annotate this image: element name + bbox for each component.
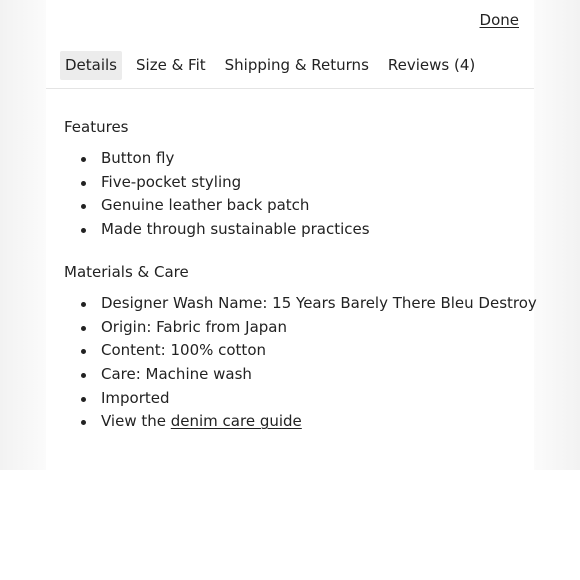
feature-text: Genuine leather back patch xyxy=(101,196,310,215)
details-tab-bar xyxy=(60,51,489,80)
bullet-icon xyxy=(81,397,86,402)
bullet-icon xyxy=(81,181,86,186)
material-text: Care: Machine wash xyxy=(101,365,252,384)
material-text: Origin: Fabric from Japan xyxy=(101,317,287,336)
materials-care-heading: Materials & Care xyxy=(64,263,189,281)
product-details-sheet xyxy=(46,0,537,580)
tab-shipping-and-returns[interactable]: Shipping & Returns xyxy=(224,56,369,74)
feature-text: Five-pocket styling xyxy=(101,172,242,191)
list-item xyxy=(64,316,537,340)
feature-text: Made through sustainable practices xyxy=(101,220,370,239)
bullet-icon xyxy=(81,302,86,307)
material-text: Designer Wash Name: 15 Years Barely There Bleu Destroy xyxy=(101,294,537,312)
material-text: Imported xyxy=(101,388,170,407)
denim-care-guide-link[interactable]: denim care guide xyxy=(170,412,302,431)
bullet-icon xyxy=(81,349,86,354)
tab-size-and-fit[interactable]: Size & Fit xyxy=(136,56,206,74)
material-text: Content: 100% cotton xyxy=(101,341,266,360)
backdrop-shade-right xyxy=(534,0,580,470)
list-item xyxy=(64,292,537,316)
tab-divider xyxy=(46,88,534,89)
list-item xyxy=(64,194,370,218)
list-item xyxy=(64,410,537,434)
done-button[interactable]: Done xyxy=(479,11,519,29)
bullet-icon xyxy=(81,157,86,162)
list-item xyxy=(64,387,537,411)
tab-reviews[interactable]: Reviews (4) xyxy=(387,56,476,74)
backdrop-shade-left xyxy=(0,0,46,470)
bullet-icon xyxy=(81,326,86,331)
list-item xyxy=(64,171,370,195)
bullet-icon xyxy=(81,373,86,378)
list-item xyxy=(64,339,537,363)
features-heading: Features xyxy=(64,118,129,136)
list-item xyxy=(64,363,537,387)
bullet-icon xyxy=(81,420,86,425)
bullet-icon xyxy=(81,228,86,233)
list-item xyxy=(64,218,370,242)
care-guide-prefix: View the xyxy=(101,412,171,431)
bullet-icon xyxy=(81,204,86,209)
list-item xyxy=(64,147,370,171)
tab-details[interactable]: Details xyxy=(60,51,122,80)
features-list xyxy=(64,147,370,242)
feature-text: Button fly xyxy=(101,149,175,167)
materials-list xyxy=(64,292,537,434)
